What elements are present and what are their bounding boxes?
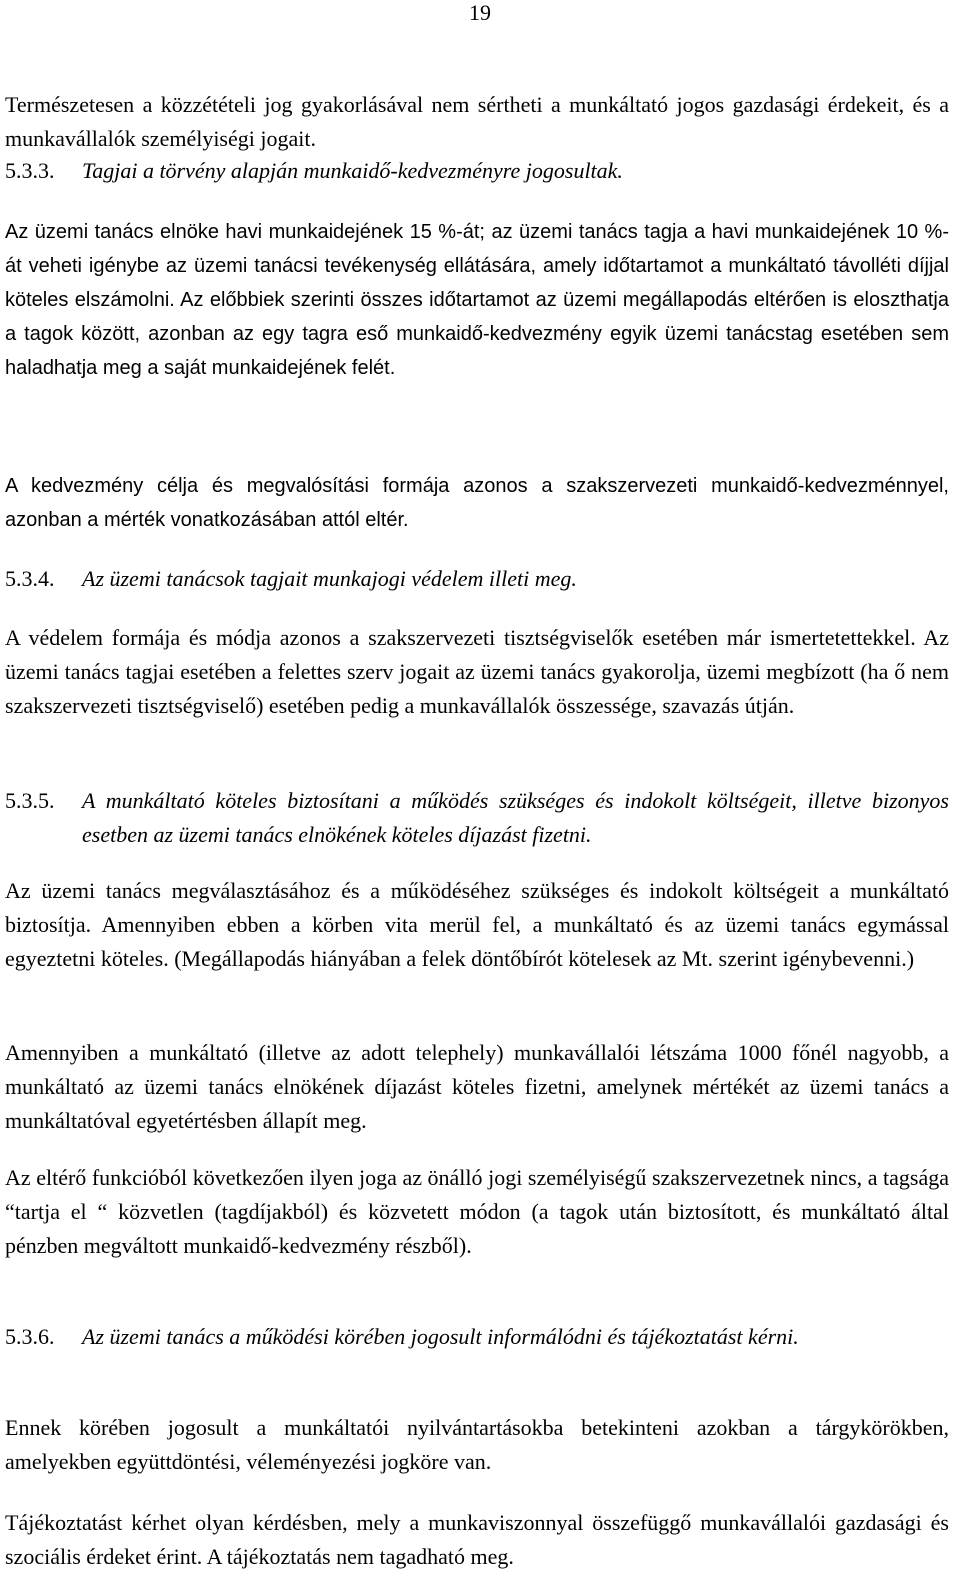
paragraph-council-costs: Az üzemi tanács megválasztásához és a működéséhez szükséges és indokolt költségeit a munkáltató biztosítja. Amennyiben ebben a körben vita merül fel, a munkáltató és az üzemi tanács egymással egyeztetni köteles. (Megállapodás hiányában a felek döntőbírót kötelesek az Mt. szerint igénybevenni.): [5, 878, 949, 971]
paragraph-protection: A védelem formája és módja azonos a szakszervezeti tisztségviselők esetében már ismertetettekkel. Az üzemi tanács tagjai esetében a felettes szerv jogait az üzemi tanács gyakorolja, üzemi megbízott (ha ő nem szakszervezeti tisztségviselő) esetében pedig a munkavállalók összessége, szavazás útján.: [5, 625, 949, 718]
section-number: 5.3.4.: [5, 566, 55, 591]
paragraph-records-access: Ennek körében jogosult a munkáltatói nyilvántartásokba betekinteni azokban a tárgykörökben, amelyekben együttdöntési, véleményezési jogköre van.: [5, 1415, 949, 1474]
paragraph-disclosure-rights: Természetesen a közzétételi jog gyakorlásával nem sértheti a munkáltató jogos gazdasági érdekeit, és a munkavállalók személyiségi jogait.: [5, 92, 949, 151]
section-number: 5.3.6.: [5, 1324, 55, 1349]
paragraph-working-time-allowance: Az üzemi tanács elnöke havi munkaidejének 15 %-át; az üzemi tanács tagja a havi munkaidejének 10 %-át veheti igénybe az üzemi tanácsi tevékenység ellátására, amely időtartamot a munkáltató távolléti díjjal köteles elszámolni. Az előbbiek szerinti összes időtartamot az üzemi megállapodás eltérően is eloszthatja a tagok között, azonban az egy tagra eső munkaidő-kedvezmény egyik üzemi tanácstag esetében sem haladhatja meg a saját munkaidejének felét.: [5, 221, 949, 379]
section-number: 5.3.5.: [5, 788, 55, 813]
section-number: 5.3.3.: [5, 158, 55, 183]
section-title: Az üzemi tanácsok tagjait munkajogi védelem illeti meg.: [82, 566, 577, 591]
page-number: 19: [469, 0, 491, 25]
paragraph-union-funding: Az eltérő funkcióból következően ilyen joga az önálló jogi személyiségű szakszervezetnek nincs, a tagsága “tartja el “ közvetlen (tagdíjakból) és közvetett módon (a tagok után biztosított, és munkáltató által pénzben megváltott munkaidő-kedvezmény részből).: [5, 1165, 949, 1258]
section-title: Tagjai a törvény alapján munkaidő-kedvezményre jogosultak.: [82, 158, 623, 183]
paragraph-information-request: Tájékoztatást kérhet olyan kérdésben, mely a munkaviszonnyal összefüggő munkavállalói gazdasági és szociális érdeket érint. A tájékoztatás nem tagadható meg.: [5, 1510, 949, 1569]
section-title: A munkáltató köteles biztosítani a működés szükséges és indokolt költségeit, illetve bizonyos esetben az üzemi tanács elnökének köteles díjazást fizetni.: [82, 788, 949, 847]
section-heading-5-3-6: [5, 1320, 949, 1354]
section-heading-5-3-5: [5, 784, 949, 852]
section-heading-5-3-4: [5, 562, 949, 596]
section-title: Az üzemi tanács a működési körében jogosult informálódni és tájékoztatást kérni.: [82, 1324, 799, 1349]
section-heading-5-3-3: [5, 154, 949, 188]
paragraph-allowance-purpose: A kedvezmény célja és megvalósítási formája azonos a szakszervezeti munkaidő-kedvezménnyel, azonban a mérték vonatkozásában attól eltér.: [5, 475, 949, 531]
paragraph-chairman-remuneration: Amennyiben a munkáltató (illetve az adott telephely) munkavállalói létszáma 1000 főnél nagyobb, a munkáltató az üzemi tanács elnökének díjazást köteles fizetni, amelynek mértékét az üzemi tanács a munkáltatóval egyetértésben állapít meg.: [5, 1040, 949, 1133]
